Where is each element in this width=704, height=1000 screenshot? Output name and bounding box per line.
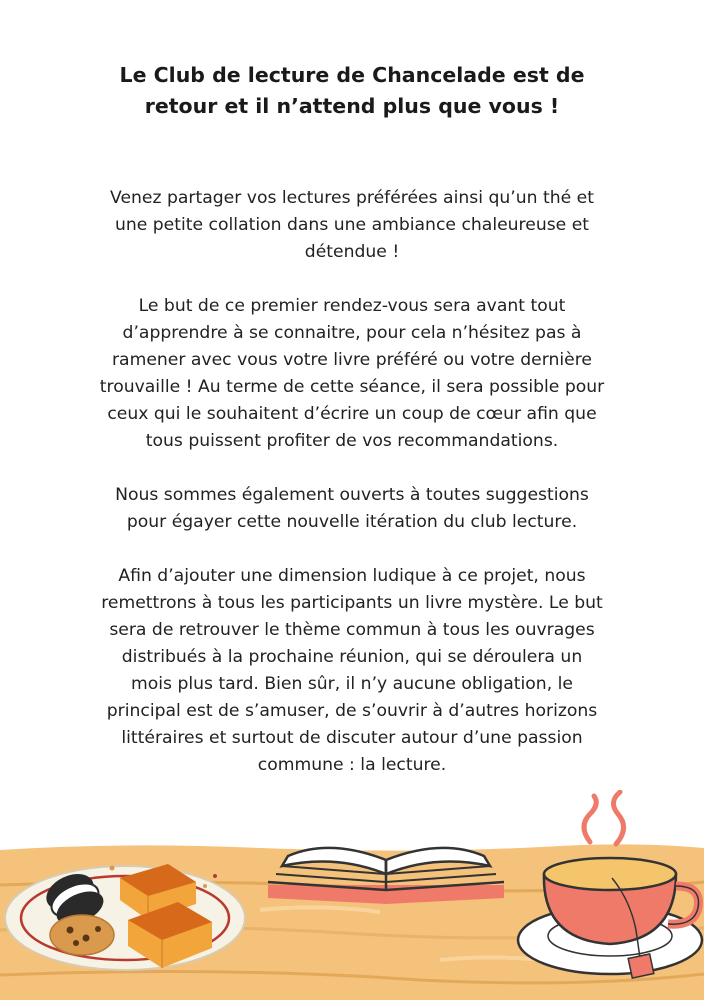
text-line: littéraires et surtout de discuter autour d’une passion: [121, 728, 583, 748]
paragraph-invitation: [54, 185, 650, 266]
title-line: retour et il n’attend plus que vous !: [144, 94, 560, 118]
text-line: principal est de s’amuser, de s’ouvrir à d’autres horizons: [106, 701, 598, 721]
page-title: [60, 60, 644, 122]
tea-time-illustration: [0, 790, 704, 1000]
teacup-icon: [518, 792, 702, 978]
body-text: [54, 185, 650, 806]
text-line: commune : la lecture.: [257, 755, 447, 775]
text-line: ceux qui le souhaitent d’écrire un coup de cœur afin que: [107, 404, 597, 424]
text-line: remettrons à tous les participants un livre mystère. Le but: [101, 593, 603, 613]
paragraph-mystery-book: [54, 563, 650, 779]
paragraph-first-meeting: [54, 293, 650, 455]
paragraph-suggestions: [54, 482, 650, 536]
text-line: sera de retrouver le thème commun à tous les ouvrages: [109, 620, 595, 640]
text-line: tous puissent profiter de vos recommandations.: [145, 431, 559, 451]
text-line: Afin d’ajouter une dimension ludique à ce projet, nous: [118, 566, 586, 586]
text-line: Le but de ce premier rendez-vous sera avant tout: [138, 296, 566, 316]
text-line: Nous sommes également ouverts à toutes suggestions: [115, 485, 589, 505]
text-line: une petite collation dans une ambiance chaleureuse et: [114, 215, 590, 235]
text-line: pour égayer cette nouvelle itération du club lecture.: [126, 512, 578, 532]
text-line: détendue !: [304, 242, 400, 262]
text-line: ramener avec vous votre livre préféré ou votre dernière: [111, 350, 592, 370]
title-line: Le Club de lecture de Chancelade est de: [119, 63, 585, 87]
text-line: trouvaille ! Au terme de cette séance, il sera possible pour: [99, 377, 605, 397]
text-line: mois plus tard. Bien sûr, il n’y aucune obligation, le: [131, 674, 573, 694]
cookie-plate-icon: [5, 864, 245, 970]
text-line: d’apprendre à se connaitre, pour cela n’hésitez pas à: [122, 323, 582, 343]
text-line: Venez partager vos lectures préférées ainsi qu’un thé et: [110, 188, 594, 208]
text-line: distribués à la prochaine réunion, qui se déroulera un: [121, 647, 583, 667]
